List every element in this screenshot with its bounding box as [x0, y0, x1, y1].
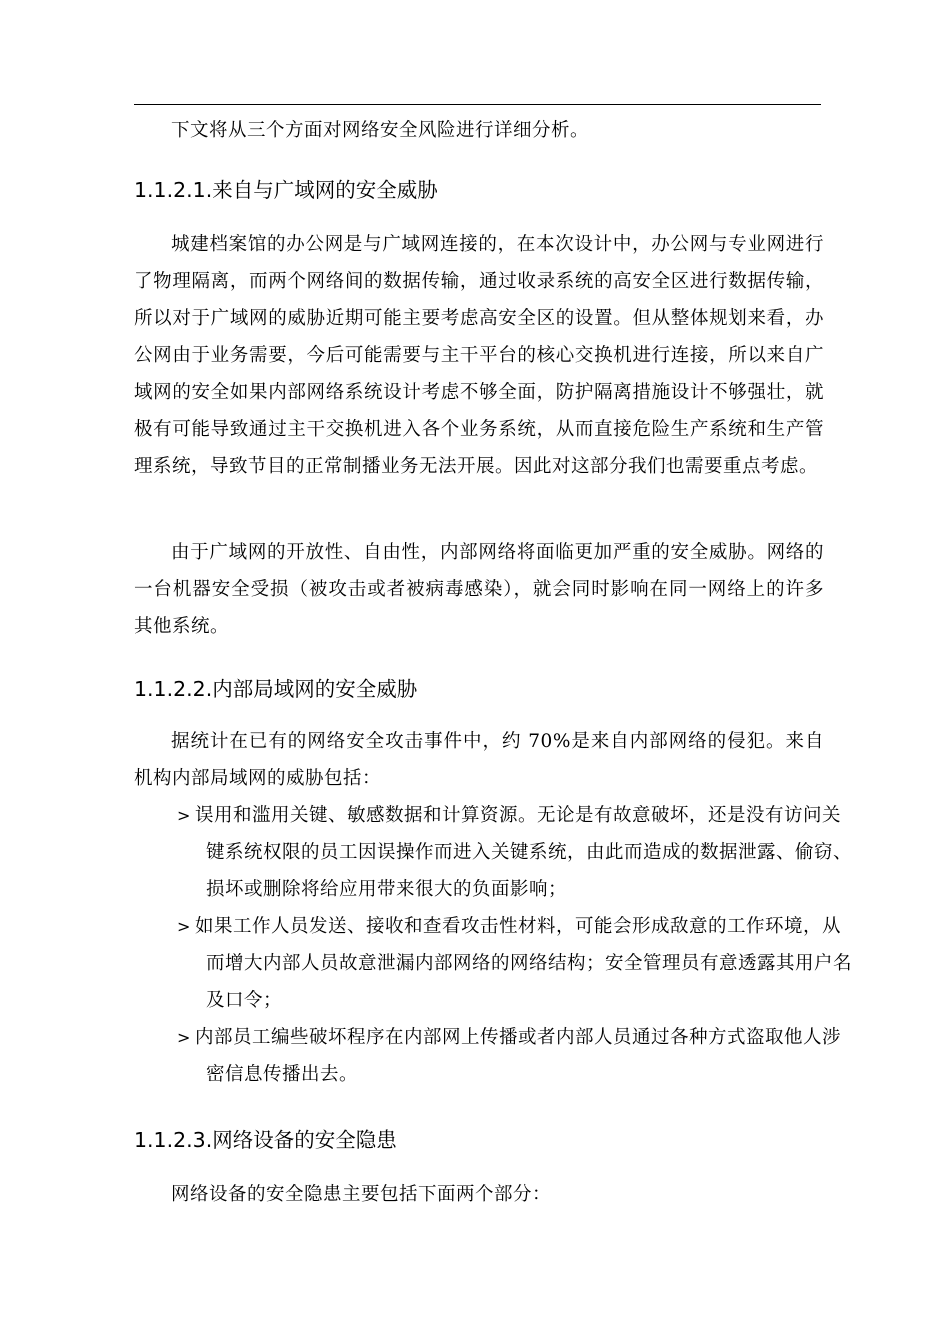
list-item: [177, 797, 854, 908]
section-3-paragraph-1: 网络设备的安全隐患主要包括下面两个部分：: [171, 1184, 552, 1205]
list-item: [177, 1019, 854, 1093]
list-item-text: 如果工作人员发送、接收和查看攻击性材料，可能会形成敌意的工作环境，从而增大内部人员故意泄漏内部网络的网络结构；安全管理员有意透露其用户名及口令；: [195, 916, 853, 1011]
section-heading-3: 1.1.2.3.网络设备的安全隐患: [134, 1128, 397, 1152]
list-item-text: 内部员工编些破坏程序在内部网上传播或者内部人员通过各种方式盗取他人涉密信息传播出去。: [195, 1027, 842, 1085]
section-heading-2: 1.1.2.2.内部局域网的安全威胁: [134, 677, 418, 701]
intro-paragraph: 下文将从三个方面对网络安全风险进行详细分析。: [171, 120, 590, 141]
section-1-paragraph-2: 由于广域网的开放性、自由性，内部网络将面临更加严重的安全威胁。网络的一台机器安全受损（被攻击或者被病毒感染），就会同时影响在同一网络上的许多其他系统。: [134, 542, 824, 637]
section-1-paragraph-1: 城建档案馆的办公网是与广域网连接的，在本次设计中，办公网与专业网进行了物理隔离，而两个网络间的数据传输，通过收录系统的高安全区进行数据传输，所以对于广域网的威胁近期可能主要考虑高安全区的设置。但从整体规划来看，办公网由于业务需要，今后可能需要与主干平台的核心交换机进行连接，所以来自广域网的安全如果内部网络系统设计考虑不够全面，防护隔离措施设计不够强壮，就极有可能导致通过主干交换机进入各个业务系统，从而直接危险生产系统和生产管理系统，导致节目的正常制播业务无法开展。因此对这部分我们也需要重点考虑。: [134, 234, 824, 477]
section-heading-1: 1.1.2.1.来自与广域网的安全威胁: [134, 178, 438, 202]
header-rule: [134, 104, 821, 105]
list-item-text: 误用和滥用关键、敏感数据和计算资源。无论是有故意破坏，还是没有访问关键系统权限的员工因误操作而进入关键系统，由此而造成的数据泄露、偷窃、损坏或删除将给应用带来很大的负面影响；: [195, 805, 853, 900]
bullet-marker: >: [177, 1028, 191, 1047]
list-item: [177, 908, 854, 1019]
bullet-marker: >: [177, 806, 191, 825]
section-2-paragraph-1: 据统计在已有的网络安全攻击事件中，约 70%是来自内部网络的侵犯。来自机构内部局域网的威胁包括：: [134, 731, 824, 789]
bullet-marker: >: [177, 917, 191, 936]
